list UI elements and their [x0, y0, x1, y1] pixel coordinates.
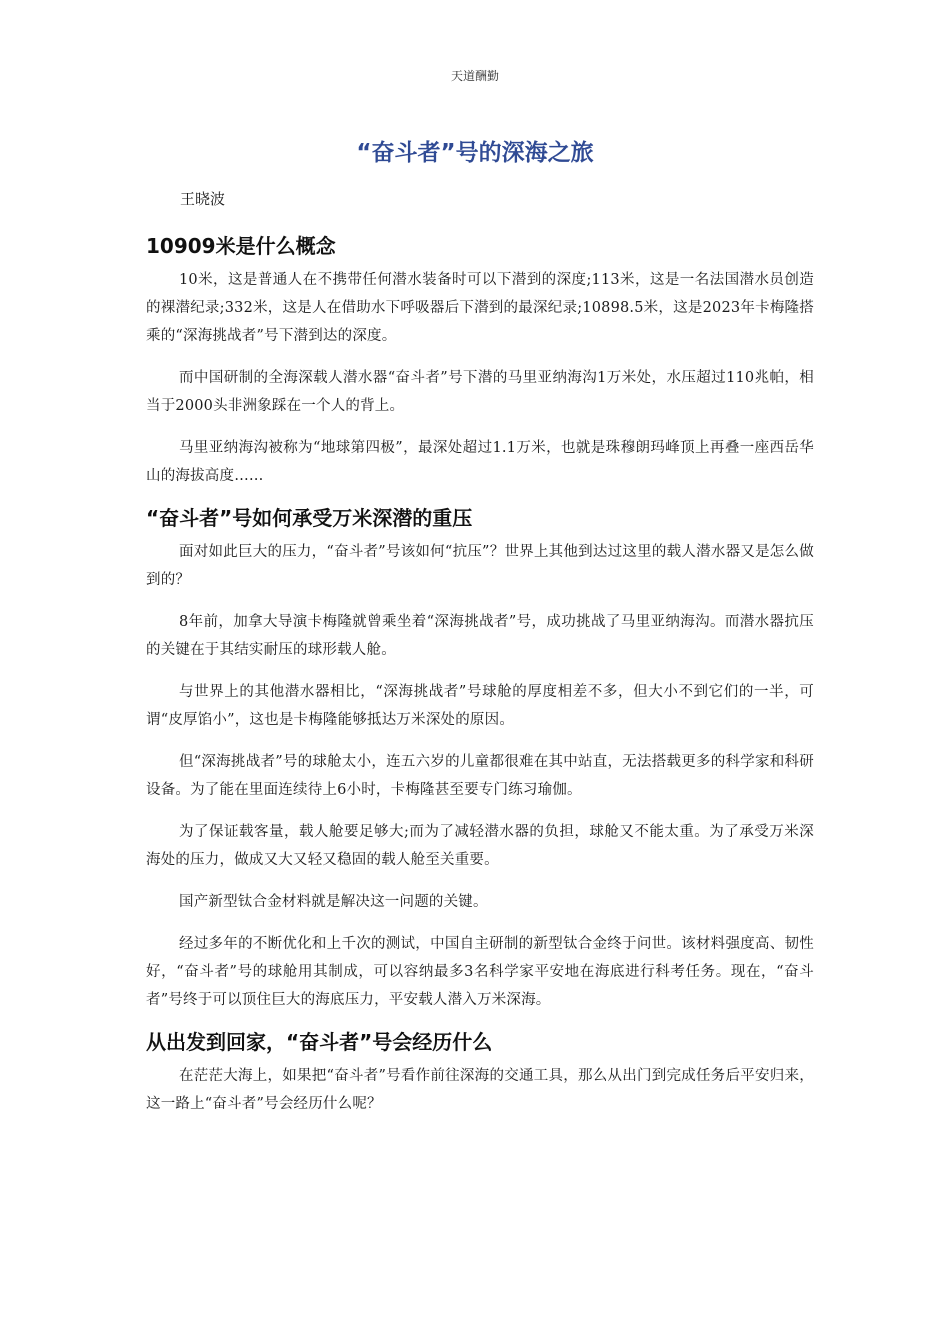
- section-2: [146, 504, 814, 1014]
- article-author: 王晓波: [180, 190, 226, 208]
- section-heading: 10909米是什么概念: [146, 234, 336, 258]
- section-heading: 从出发到回家，“奋斗者”号会经历什么: [146, 1030, 493, 1054]
- paragraph: 经过多年的不断优化和上千次的测试，中国自主研制的新型钛合金终于问世。该材料强度高、韧性好，“奋斗者”号的球舱用其制成，可以容纳最多3名科学家平安地在海底进行科考任务。现在，“奋斗者”号终于可以顶住巨大的海底压力，平安载人潜入万米深海。: [146, 936, 814, 1008]
- paragraph: 与世界上的其他潜水器相比，“深海挑战者”号球舱的厚度相差不多，但大小不到它们的一半，可谓“皮厚馅小”，这也是卡梅隆能够抵达万米深处的原因。: [146, 684, 814, 728]
- page-header: 天道酬勤: [450, 69, 499, 83]
- paragraph: 10米，这是普通人在不携带任何潜水装备时可以下潜到的深度;113米，这是一名法国潜水员创造的裸潜纪录;332米，这是人在借助水下呼吸器后下潜到的最深纪录;10898.5米，这是2023年卡梅隆搭乘的“深海挑战者”号下潜到达的深度。: [146, 272, 814, 344]
- paragraph: 而中国研制的全海深载人潜水器“奋斗者”号下潜的马里亚纳海沟1万米处，水压超过110兆帕，相当于2000头非洲象踩在一个人的背上。: [146, 370, 814, 414]
- paragraph: 8年前，加拿大导演卡梅隆就曾乘坐着“深海挑战者”号，成功挑战了马里亚纳海沟。而潜水器抗压的关键在于其结实耐压的球形载人舱。: [146, 614, 814, 658]
- paragraph: 在茫茫大海上，如果把“奋斗者”号看作前往深海的交通工具，那么从出门到完成任务后平安归来，这一路上“奋斗者”号会经历什么呢？: [146, 1068, 814, 1112]
- section-heading: “奋斗者”号如何承受万米深潜的重压: [146, 506, 473, 530]
- section-3: [146, 1028, 814, 1118]
- paragraph: 面对如此巨大的压力，“奋斗者”号该如何“抗压”？世界上其他到达过这里的载人潜水器又是怎么做到的？: [146, 544, 814, 588]
- paragraph: 国产新型钛合金材料就是解决这一问题的关键。: [179, 894, 488, 910]
- paragraph: 但“深海挑战者”号的球舱太小，连五六岁的儿童都很难在其中站直，无法搭载更多的科学家和科研设备。为了能在里面连续待上6小时，卡梅隆甚至要专门练习瑜伽。: [146, 754, 814, 798]
- section-1: [146, 232, 814, 490]
- article-title: “奋斗者”号的深海之旅: [356, 140, 594, 166]
- article-body: [146, 232, 814, 1132]
- paragraph: 为了保证载客量，载人舱要足够大;而为了减轻潜水器的负担，球舱又不能太重。为了承受万米深海处的压力，做成又大又轻又稳固的载人舱至关重要。: [146, 824, 814, 868]
- paragraph: 马里亚纳海沟被称为“地球第四极”，最深处超过1.1万米，也就是珠穆朗玛峰顶上再叠一座西岳华山的海拔高度……: [146, 440, 814, 484]
